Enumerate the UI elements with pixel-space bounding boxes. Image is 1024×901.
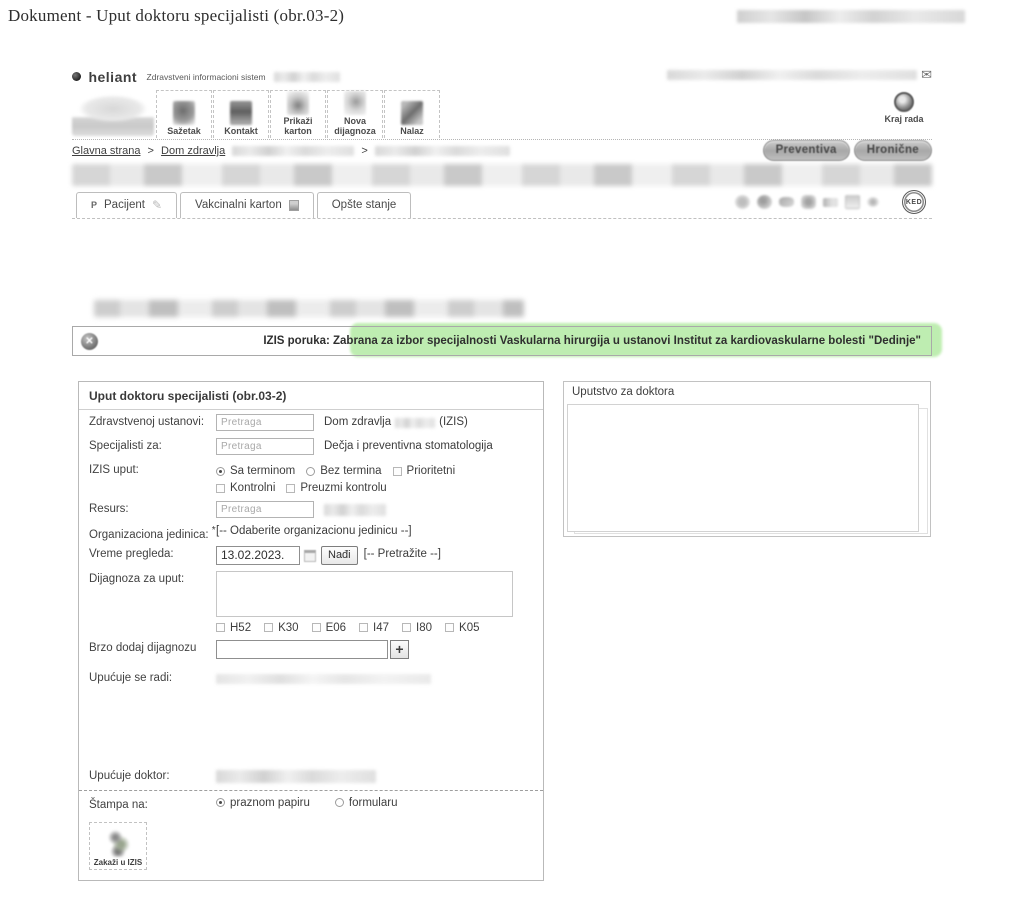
checkbox-icon	[393, 467, 402, 476]
tab-vakcinalni-label: Vakcinalni karton	[195, 199, 282, 211]
radio-formularu[interactable]	[335, 797, 398, 809]
brand-name: heliant	[88, 68, 138, 85]
row-brzo-dodaj	[79, 636, 543, 662]
redacted-upucuje-radi	[216, 674, 431, 684]
checkbox-i80[interactable]	[402, 622, 432, 634]
checkbox-icon	[359, 623, 368, 632]
org-jedinica-label: Organizaciona jedinica: *	[89, 525, 216, 541]
checkbox-icon	[216, 623, 225, 632]
prikazi-karton-label: Prikaži karton	[283, 116, 313, 136]
close-icon[interactable]: ✕	[81, 333, 98, 350]
checkbox-kontrolni[interactable]	[216, 482, 275, 494]
row-org-jedinica	[79, 521, 543, 544]
redacted-breadcrumb-2	[375, 146, 510, 156]
kontakt-icon	[230, 101, 252, 125]
nalaz-icon	[401, 101, 423, 125]
page-title: Dokument - Uput doktoru specijalisti (obr.03-2)	[8, 6, 345, 25]
k05-label: K05	[459, 621, 480, 634]
izis-message-text: IZIS poruka: Zabrana za izbor specijalnosti Vaskularna hirurgija u ustanovi Institut za kardiovaskularne bolesti "Dedinje"	[263, 335, 921, 347]
institution-logo-image	[72, 92, 154, 136]
nova-dijagnoza-label: Nova dijagnoza	[334, 116, 376, 136]
heliant-logo-icon	[72, 72, 81, 81]
brand-subtitle: Zdravstveni informacioni sistem	[146, 71, 266, 82]
prikazi-karton-icon	[287, 91, 309, 115]
praznom-papiru-label: praznom papiru	[230, 796, 310, 809]
checkbox-k30[interactable]	[264, 622, 298, 634]
add-diagnosis-button[interactable]: +	[390, 640, 409, 659]
checkbox-icon	[312, 623, 321, 632]
checkbox-k05[interactable]	[445, 622, 479, 634]
h52-label: H52	[230, 621, 252, 634]
stampa-label: Štampa na:	[89, 798, 148, 811]
tab-vakcinalni-karton[interactable]	[180, 192, 314, 218]
resurs-search-input[interactable]	[216, 501, 314, 518]
bez-termina-label: Bez termina	[320, 465, 382, 477]
zakazi-u-izis-button[interactable]	[89, 822, 147, 870]
no-entry-icon[interactable]	[757, 195, 772, 209]
uputstvo-title: Uputstvo za doktora	[572, 386, 675, 398]
app-window	[72, 67, 932, 867]
izis-uput-label: IZIS uput:	[89, 464, 139, 476]
pretrazite-hint[interactable]: [-- Pretražite --]	[363, 547, 441, 560]
ustanova-value: Dom zdravlja	[324, 416, 392, 428]
kontakt-label: Kontakt	[224, 125, 258, 136]
uputstvo-textarea[interactable]	[567, 404, 919, 532]
doctor-instructions-panel	[563, 381, 931, 537]
hronicne-button[interactable]: Hronične	[854, 140, 932, 161]
redacted-resurs	[324, 504, 386, 516]
preuzmi-label: Preuzmi kontrolu	[300, 482, 387, 494]
quick-filter-buttons	[763, 140, 932, 161]
toolbar-buttons	[156, 90, 441, 138]
izis-uput-options	[216, 462, 516, 494]
radio-bez-termina[interactable]	[306, 465, 381, 477]
breadcrumb-separator-2: >	[361, 145, 368, 157]
app-header	[72, 68, 932, 88]
redacted-top-right	[737, 10, 965, 23]
radio-praznom-papiru[interactable]	[216, 797, 310, 809]
resurs-label: Resurs:	[89, 503, 129, 515]
e06-label: E06	[325, 621, 347, 634]
nova-dijagnoza-icon	[344, 91, 366, 115]
kontakt-button[interactable]	[213, 90, 269, 138]
ustanova-search-input[interactable]	[216, 414, 314, 431]
person-icon[interactable]	[735, 195, 750, 209]
specijalista-label: Specijalisti za:	[89, 440, 162, 452]
header-right	[667, 68, 932, 81]
dijagnoza-textarea[interactable]	[216, 571, 513, 617]
tab-pacijent[interactable]	[76, 192, 177, 218]
dijagnoza-label: Dijagnoza za uput:	[89, 572, 185, 585]
nalaz-label: Nalaz	[400, 125, 424, 136]
row-stampa	[79, 793, 543, 814]
breadcrumb-home-link[interactable]: Glavna strana	[72, 145, 141, 157]
sazetak-label: Sažetak	[167, 125, 201, 136]
printer-icon[interactable]	[801, 195, 816, 209]
specijalista-value: Dečja i preventivna stomatologija	[324, 440, 493, 452]
checkbox-icon	[445, 623, 454, 632]
date-input[interactable]	[216, 546, 300, 565]
list-icon[interactable]	[823, 198, 838, 207]
brzo-dodaj-label: Brzo dodaj dijagnozu	[89, 641, 197, 654]
toolbar	[72, 90, 932, 140]
checkbox-preuzmi-kontrolu[interactable]	[286, 482, 406, 494]
kraj-rada-button[interactable]	[880, 90, 928, 124]
vreme-pregleda-label: Vreme pregleda:	[89, 547, 174, 560]
calendar-icon[interactable]	[304, 550, 316, 562]
redacted-patient-banner	[72, 164, 932, 186]
row-resurs	[79, 497, 543, 521]
redacted-user-name	[274, 72, 340, 82]
row-vreme-pregleda	[79, 544, 543, 568]
tab-icon-cluster	[735, 190, 926, 214]
quick-diagnosis-row	[79, 620, 543, 636]
org-jedinica-select[interactable]: [-- Odaberite organizacionu jedinicu --]	[216, 525, 412, 537]
pill-icon[interactable]	[779, 197, 794, 207]
kontrolni-label: Kontrolni	[230, 482, 276, 494]
row-specijalista	[79, 434, 543, 458]
row-upucuje-radi	[79, 662, 543, 764]
k30-label: K30	[278, 621, 299, 634]
formularu-label: formularu	[348, 796, 398, 809]
prioritetni-label: Prioritetni	[406, 465, 456, 477]
tabs	[76, 192, 411, 218]
row-dijagnoza	[79, 568, 543, 620]
brzo-dodaj-input[interactable]	[216, 640, 388, 659]
redacted-patient-line	[94, 300, 524, 317]
radio-selected-icon	[216, 467, 225, 476]
upucuje-doktor-label: Upućuje doktor:	[89, 769, 170, 782]
preventiva-button[interactable]: Preventiva	[763, 140, 850, 161]
radio-icon	[335, 798, 344, 807]
breadcrumb	[72, 140, 932, 162]
redacted-header-info	[667, 70, 917, 80]
radio-icon	[306, 467, 315, 476]
kraj-rada-icon[interactable]	[894, 92, 914, 112]
tab-bar	[72, 189, 932, 219]
redacted-upucuje-doktor	[216, 770, 376, 783]
row-upucuje-doktor	[79, 764, 543, 786]
redacted-breadcrumb-1	[232, 146, 354, 156]
row-ustanova	[79, 410, 543, 434]
document-icon[interactable]	[845, 195, 860, 209]
nadji-button[interactable]: Nađi	[321, 546, 358, 565]
stamp-icon[interactable]	[867, 197, 879, 207]
tab-pacijent-label: Pacijent	[104, 199, 145, 211]
form-divider	[79, 790, 543, 791]
row-izis-uput	[79, 458, 543, 497]
kraj-rada-label: Kraj rada	[884, 114, 924, 124]
tab-opste-stanje[interactable]	[317, 192, 412, 218]
envelope-icon[interactable]: ✉	[921, 67, 932, 82]
breadcrumb-dom-zdravlja-link[interactable]: Dom zdravlja	[161, 145, 226, 157]
upucuje-radi-label: Upućuje se radi:	[89, 671, 173, 684]
tab-pacijent-prefix: P	[91, 200, 98, 210]
ked-badge[interactable]: KED	[902, 190, 926, 214]
pencil-icon: ✎	[151, 198, 162, 212]
required-asterisk: *	[211, 525, 216, 536]
radio-sa-terminom[interactable]	[216, 465, 295, 477]
specijalista-search-input[interactable]	[216, 438, 314, 455]
checkbox-icon	[286, 484, 295, 493]
sazetak-icon	[173, 101, 195, 125]
checkbox-h52[interactable]	[216, 622, 251, 634]
nalaz-button[interactable]	[384, 90, 440, 138]
checkbox-prioritetni[interactable]	[393, 465, 456, 477]
zakazi-icon	[105, 829, 131, 857]
checkbox-i47[interactable]	[359, 622, 389, 634]
izis-message-bar	[72, 326, 932, 356]
tab-opste-label: Opšte stanje	[331, 199, 397, 211]
zakazi-label: Zakaži u IZIS	[93, 857, 143, 867]
checkbox-e06[interactable]	[312, 622, 346, 634]
breadcrumb-separator: >	[147, 145, 154, 157]
i80-label: I80	[416, 621, 433, 634]
sazetak-button[interactable]	[156, 90, 212, 138]
redacted-ustanova	[395, 418, 435, 428]
prikazi-karton-button[interactable]	[270, 90, 326, 138]
radio-selected-icon	[216, 798, 225, 807]
i47-label: I47	[373, 621, 390, 634]
ustanova-suffix: (IZIS)	[439, 416, 468, 428]
checkbox-icon	[216, 484, 225, 493]
message-box	[72, 326, 932, 356]
card-icon	[289, 200, 299, 211]
checkbox-icon	[264, 623, 273, 632]
form-title: Uput doktoru specijalisti (obr.03-2)	[79, 382, 543, 410]
checkbox-icon	[402, 623, 411, 632]
ustanova-label: Zdravstvenoj ustanovi:	[89, 416, 205, 428]
referral-form-panel	[78, 381, 544, 881]
sa-terminom-label: Sa terminom	[230, 465, 296, 477]
nova-dijagnoza-button[interactable]	[327, 90, 383, 138]
